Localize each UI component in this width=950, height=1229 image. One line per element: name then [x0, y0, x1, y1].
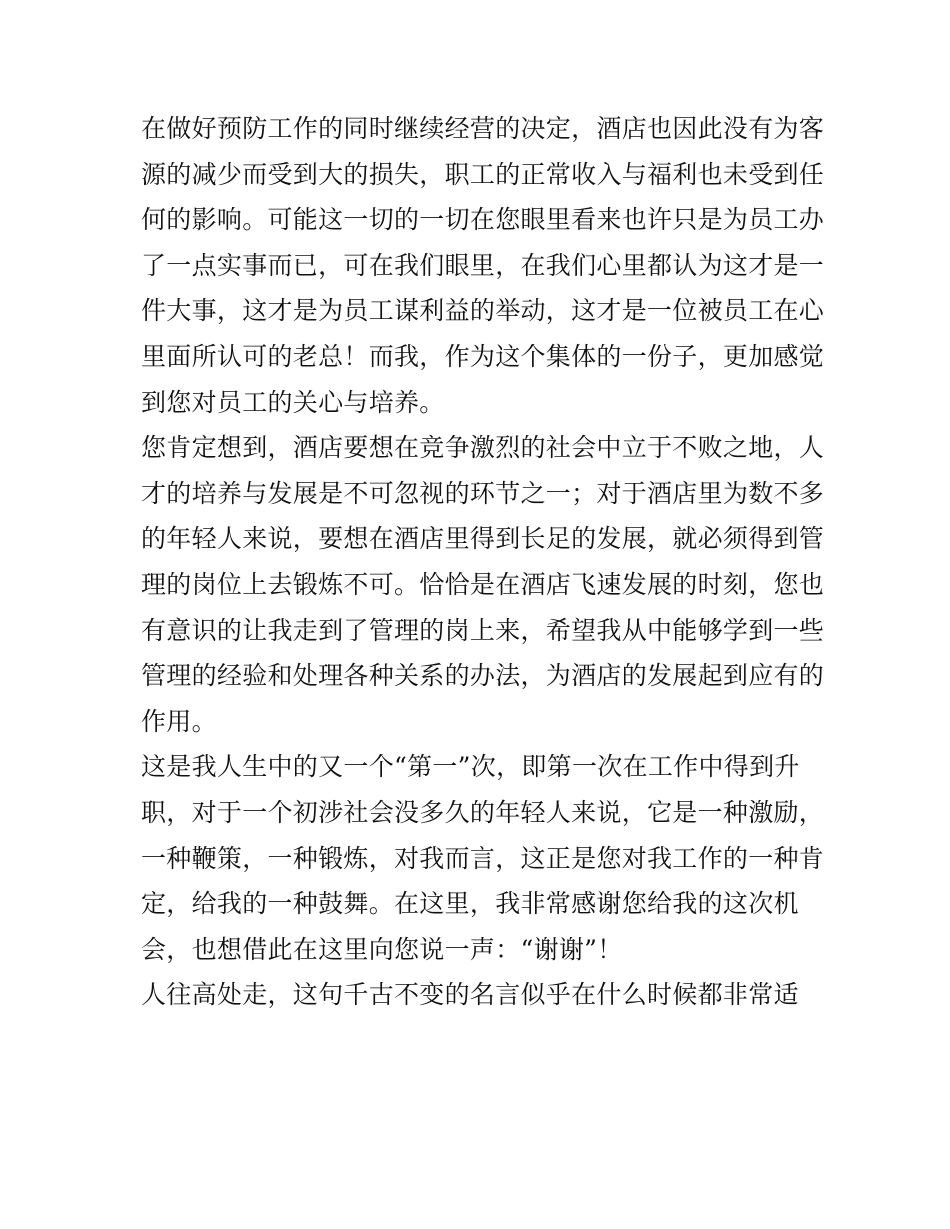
text-line: 您肯定想到，酒店要想在竞争激烈的社会中立于不败之地，人: [141, 433, 825, 463]
text-line: 里面所认可的老总！而我，作为这个集体的一份子，更加感觉: [141, 341, 825, 371]
text-line: 何的影响。可能这一切的一切在您眼里看来也许只是为员工办: [141, 205, 825, 235]
text-line: 定，给我的一种鼓舞。在这里，我非常感谢您给我的这次机: [141, 889, 799, 919]
text-line: 作用。: [141, 706, 217, 736]
text-line: 到您对员工的关心与培养。: [141, 387, 445, 417]
text-line: 了一点实事而已，可在我们眼里，在我们心里都认为这才是一: [141, 250, 825, 280]
text-line: 在做好预防工作的同时继续经营的决定，酒店也因此没有为客: [141, 114, 825, 143]
text-line: 源的减少而受到大的损失，职工的正常收入与福利也未受到任: [141, 159, 825, 189]
text-line: 的年轻人来说，要想在酒店里得到长足的发展，就必须得到管: [141, 524, 825, 554]
text-line: 才的培养与发展是不可忽视的环节之一；对于酒店里为数不多: [141, 478, 825, 508]
text-line: 一种鞭策，一种锻炼，对我而言，这正是您对我工作的一种肯: [141, 843, 825, 873]
body-text: [141, 106, 825, 1018]
text-line: 职，对于一个初涉社会没多久的年轻人来说，它是一种激励，: [141, 797, 825, 827]
text-line: 人往高处走，这句千古不变的名言似乎在什么时候都非常适: [141, 980, 799, 1010]
text-line: 管理的经验和处理各种关系的办法，为酒店的发展起到应有的: [141, 661, 825, 691]
text-line: 件大事，这才是为员工谋利益的举动，这才是一位被员工在心: [141, 296, 825, 326]
text-line: 有意识的让我走到了管理的岗上来，希望我从中能够学到一些: [141, 615, 825, 645]
text-line: 这是我人生中的又一个“第一”次，即第一次在工作中得到升: [141, 752, 800, 782]
text-line: 理的岗位上去锻炼不可。恰恰是在酒店飞速发展的时刻，您也: [141, 569, 825, 599]
text-line: 会，也想借此在这里向您说一声：“谢谢”！: [141, 934, 623, 964]
